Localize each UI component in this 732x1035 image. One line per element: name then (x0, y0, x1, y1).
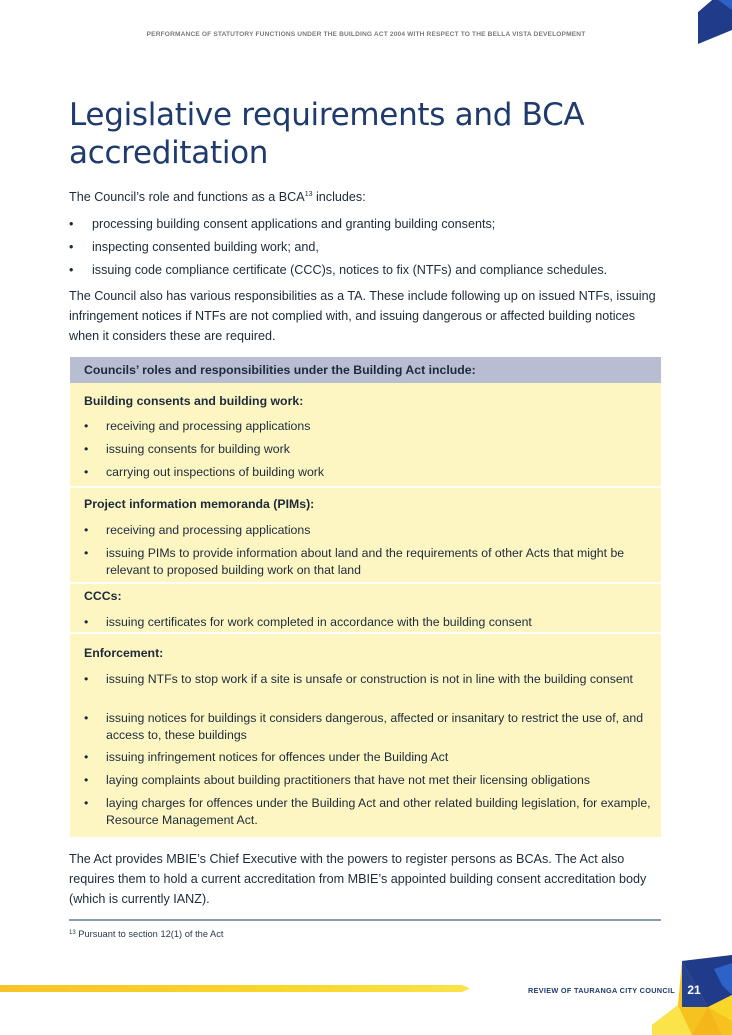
corner-decoration-top (698, 0, 732, 44)
section-title: Project information memoranda (PIMs): (84, 497, 315, 511)
box-heading: Councils’ roles and responsibilities under the Building Act include: (70, 357, 661, 383)
running-header: PERFORMANCE OF STATUTORY FUNCTIONS UNDER THE BUILDING ACT 2004 WITH RESPECT TO THE BELLA VISTA DEVELOPMENT (146, 31, 586, 38)
ta-paragraph: The Council also has various responsibilities as a TA. These include following up on issued NTFs, issuing infringement notices if NTFs are not complied with, and issuing dangerous or affected building notices when it considers these are required. (69, 289, 656, 343)
intro-paragraph: The Council’s role and functions as a BCA$^{13}$ includes: (69, 190, 366, 204)
section-divider (70, 582, 661, 584)
footnote: $^{13}$ Pursuant to section 12(1) of the Act (69, 929, 224, 939)
page-number: 21 (687, 983, 701, 997)
footnote-divider (69, 919, 661, 921)
responsibilities-box: Councils’ roles and responsibilities under the Building Act include: Building consents and building work: • receiving and processing applications • issuing consents for building work • carrying out inspections of building work Project information memoranda (PIMs): • receiving and processing applications • issuing PIMs to provide information about land and the requirements of other Acts that might be relevant to proposed building work on that land CCCs: • issuing certificates for work completed in accordance with the building consent Enforcement: • issuing NTFs to stop work if a site is unsafe or construction is not in line with the building consent • issuing notices for buildings it considers dangerous, affected or insanitary to restrict the use of, and access to, these buildings • issuing infringement notices for offences under the Building Act • laying complaints about building practitioners that have not met their licensing obligations • laying charges for offences under the Building Act and other related building legislation, for example, Resource Management Act. (70, 357, 661, 837)
section-divider (70, 632, 661, 634)
section-title: Enforcement: (84, 646, 164, 660)
closing-paragraph: The Act provides MBIE’s Chief Executive with the powers to register persons as BCAs. The Act also requires them to hold a current accreditation from MBIE’s appointed building consent accreditation body (which is currently IANZ). (69, 852, 647, 906)
section-title: CCCs: (84, 589, 122, 603)
footer-stripe (0, 985, 470, 992)
footer-label: REVIEW OF TAURANGA CITY COUNCIL (528, 986, 675, 995)
footnote-ref: 13 (304, 191, 313, 198)
section-title: Building consents and building work: (84, 394, 304, 408)
page-title: Legislative requirements and BCA accreditation (69, 97, 585, 171)
section-divider (70, 486, 661, 488)
